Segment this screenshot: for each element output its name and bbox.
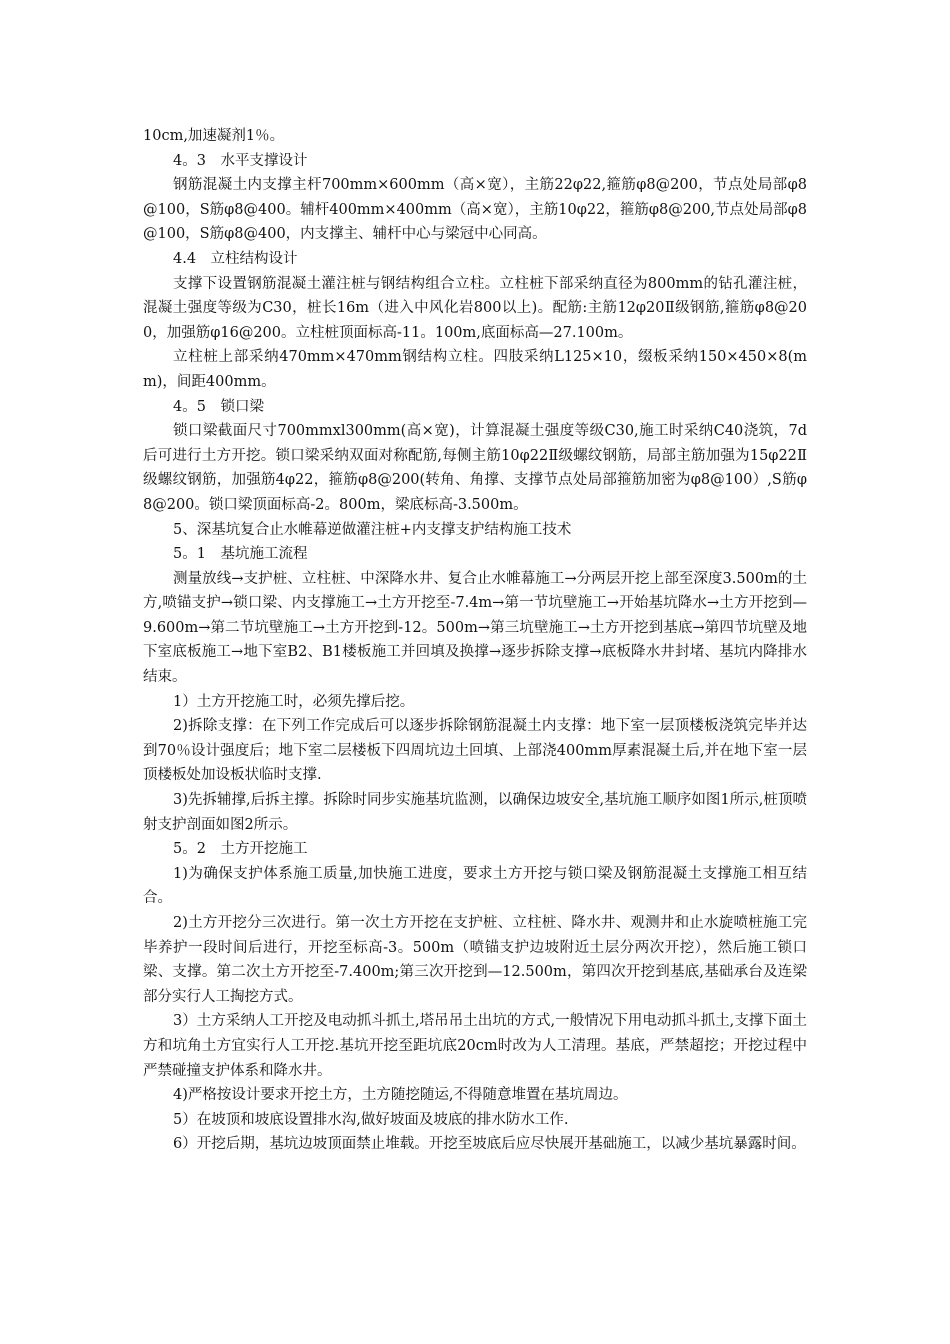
heading-4-3-horizontal-support: 4。3 水平支撑设计: [173, 152, 308, 169]
paragraph-excavation-3: 3）土方采纳人工开挖及电动抓斗抓土,塔吊吊土出坑的方式,一般情况下用电动抓斗抓土,支撑下面土方和坑角土方宜实行人工开挖.基坑开挖至距坑底20cm时改为人工清理。基底，严禁超挖；开挖过程中严禁碰撞支护体系和降水井。: [143, 1013, 807, 1079]
heading-4-4-column-design: 4.4 立柱结构设计: [173, 250, 298, 267]
paragraph-lock-beam-spec: 锁口梁截面尺寸700mmxl300mm(高×宽)，计算混凝土强度等级C30,施工时采纳C40浇筑，7d后可进行土方开挖。锁口梁采纳双面对称配筋,每侧主筋10φ22Ⅱ级螺纹钢筋，局部主筋加强为15φ22Ⅱ级螺纹钢筋，加强筋4φ22，箍筋φ8@200(转角、角撑、支撑节点处局部箍筋加密为φ8@100）,S筋φ8@200。锁口梁顶面标高-2。800m，梁底标高-3.500m。: [143, 423, 807, 513]
heading-5-1-pit-process: 5。1 基坑施工流程: [173, 546, 308, 563]
heading-5-2-excavation: 5。2 土方开挖施工: [173, 841, 308, 858]
document-page: [143, 124, 807, 1157]
heading-4-5-lock-beam: 4。5 锁口梁: [173, 398, 264, 415]
paragraph-item-3: 3)先拆辅撑,后拆主撑。拆除时同步实施基坑监测，以确保边坡安全,基坑施工顺序如图1所示,桩顶喷射支护剖面如图2所示。: [143, 792, 807, 833]
paragraph-continuation: 10cm,加速凝剂1％。: [143, 128, 285, 144]
paragraph-excavation-5: 5）在坡顶和坡底设置排水沟,做好坡面及坡底的排水防水工作.: [173, 1111, 569, 1128]
paragraph-excavation-6: 6）开挖后期，基坑边坡顶面禁止堆载。开挖至坡底后应尽快展开基础施工，以减少基坑暴露时间。: [173, 1136, 806, 1153]
paragraph-steel-column-spec: 立柱桩上部采纳470mm×470mm钢结构立柱。四肢采纳L125×10，缀板采纳150×450×8(mm)，间距400mm。: [143, 349, 807, 390]
paragraph-process-flow: 测量放线→支护桩、立柱桩、中深降水井、复合止水帷幕施工→分两层开挖上部至深度3.500m的土方,喷锚支护→锁口梁、内支撑施工→土方开挖至-7.4m→第一节坑壁施工→开始基坑降水→土方开挖到—9.600m→第二节坑壁施工→土方开挖到-12。500m→第三坑壁施工→土方开挖到基底→第四节坑壁及地下室底板施工→地下室B2、B1楼板施工并回填及换撑→逐步拆除支撑→底板降水井封堵、基坑内降排水结束。: [143, 570, 807, 686]
paragraph-column-pile-spec: 支撑下设置钢筋混凝土灌注桩与钢结构组合立柱。立柱桩下部采纳直径为800mm的钻孔灌注桩，混凝土强度等级为C30，桩长16m（进入中风化岩800以上)。配筋:主筋12φ20Ⅱ级钢筋,箍筋φ8@200，加强筋φ16@200。立柱桩顶面标高-11。100m,底面标高—27.100m。: [143, 275, 807, 341]
paragraph-excavation-2: 2)土方开挖分三次进行。第一次土方开挖在支护桩、立柱桩、降水井、观测井和止水旋喷桩施工完毕养护一段时间后进行，开挖至标高-3。500m（喷锚支护边坡附近土层分两次开挖），然后施工锁口梁、支撑。第二次土方开挖至-7.400m;第三次开挖到—12.500m，第四次开挖到基底,基础承台及连梁部分实行人工掏挖方式。: [143, 915, 807, 1005]
paragraph-item-2: 2)拆除支撑：在下列工作完成后可以逐步拆除钢筋混凝土内支撑：地下室一层顶楼板浇筑完毕并达到70％设计强度后；地下室二层楼板下四周坑边土回填、上部浇400mm厚素混凝土后,并在地下室一层顶楼板处加设板状临时支撑.: [143, 718, 807, 784]
paragraph-excavation-1: 1)为确保支护体系施工质量,加快施工进度，要求土方开挖与锁口梁及钢筋混凝土支撑施工相互结合。: [143, 865, 807, 907]
heading-5-construction-technology: 5、深基坑复合止水帷幕逆做灌注桩+内支撑支护结构施工技术: [173, 521, 572, 538]
paragraph-item-1: 1）土方开挖施工时，必须先撑后挖。: [173, 693, 415, 710]
paragraph-inner-support-spec: 钢筋混凝土内支撑主杆700mm×600mm（高×宽），主筋22φ22,箍筋φ8@200，节点处局部φ8@100，S筋φ8@400。辅杆400mm×400mm（高×宽），主筋10φ22，箍筋φ8@200,节点处局部φ8@100，S筋φ8@400，内支撑主、辅杆中心与梁冠中心同高。: [143, 177, 807, 243]
paragraph-excavation-4: 4)严格按设计要求开挖土方，土方随挖随运,不得随意堆置在基坑周边。: [173, 1087, 628, 1104]
